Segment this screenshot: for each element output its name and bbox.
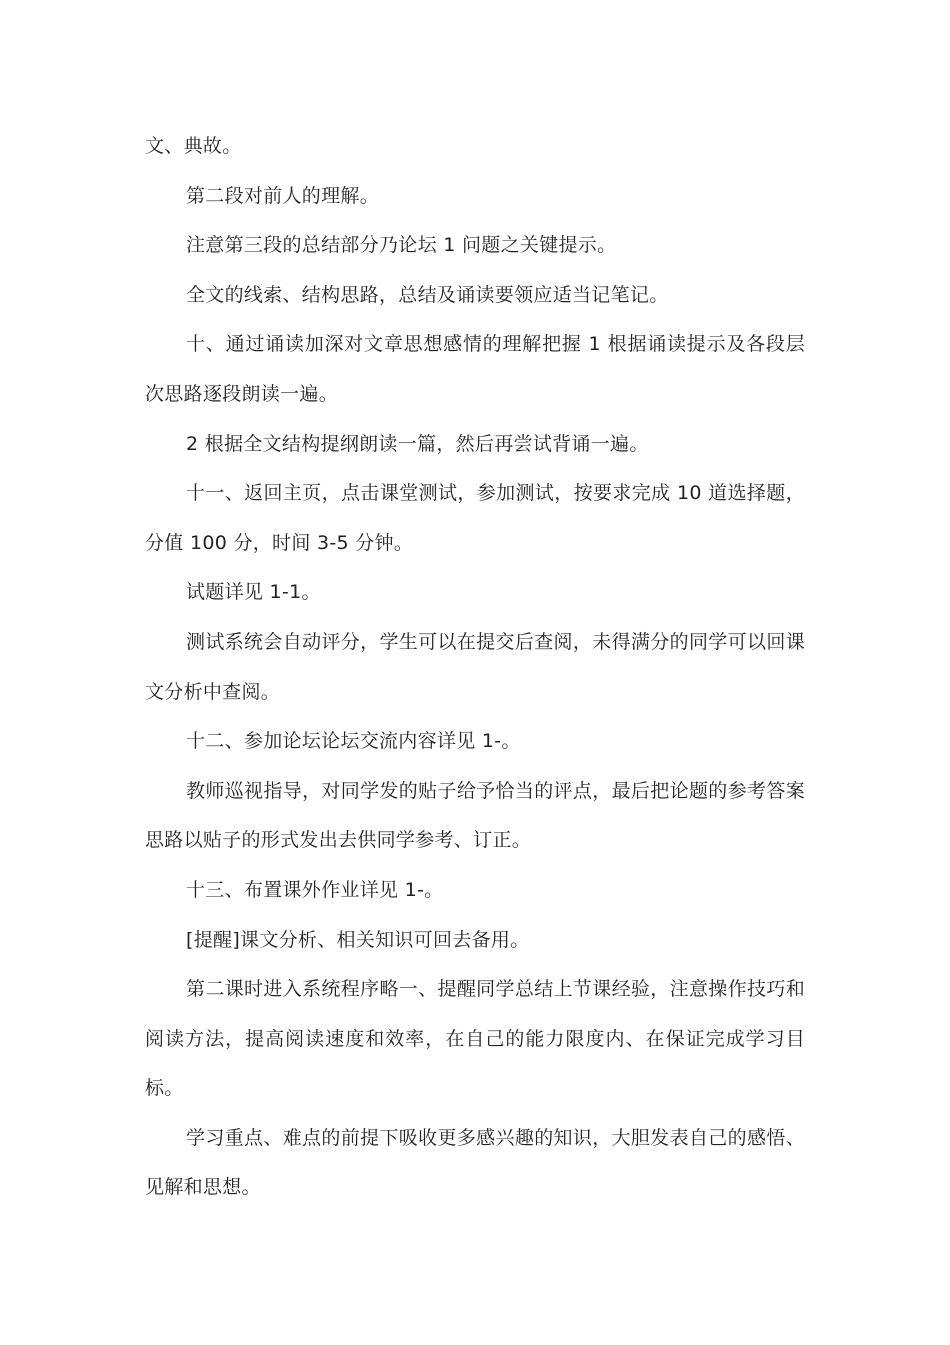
paragraph: 测试系统会自动评分，学生可以在提交后查阅，未得满分的同学可以回课文分析中查阅。 xyxy=(145,630,805,703)
paragraph: 教师巡视指导，对同学发的贴子给予恰当的评点，最后把论题的参考答案思路以贴子的形式发出去供同学参考、订正。 xyxy=(145,779,805,852)
paragraph: 全文的线索、结构思路，总结及诵读要领应适当记笔记。 xyxy=(186,283,669,306)
paragraph: 十一、返回主页，点击课堂测试，参加测试，按要求完成 10 道选择题，分值 100 分，时间 3-5 分钟。 xyxy=(145,482,805,554)
paragraph: 十二、参加论坛论坛交流内容详见 1-。 xyxy=(186,730,521,753)
paragraph: 文、典故。 xyxy=(145,135,242,157)
paragraph: 十三、布置课外作业详见 1-。 xyxy=(186,878,444,901)
paragraph: 试题详见 1-1。 xyxy=(186,581,321,604)
paragraph: 十、通过诵读加深对文章思想感情的理解把握 1 根据诵读提示及各段层次思路逐段朗读一遍。 xyxy=(145,333,805,405)
paragraph: 第二课时进入系统程序略一、提醒同学总结上节课经验，注意操作技巧和阅读方法，提高阅读速度和效率，在自己的能力限度内、在保证完成学习目标。 xyxy=(145,978,805,1100)
paragraph: 学习重点、难点的前提下吸收更多感兴趣的知识，大胆发表自己的感悟、见解和思想。 xyxy=(145,1126,805,1199)
paragraph: 2 根据全文结构提纲朗读一篇，然后再尝试背诵一遍。 xyxy=(186,432,649,455)
document-body xyxy=(145,122,805,1213)
paragraph: 注意第三段的总结部分乃论坛 1 问题之关键提示。 xyxy=(186,234,617,257)
paragraph: [提醒]课文分析、相关知识可回去备用。 xyxy=(186,928,530,951)
paragraph: 第二段对前人的理解。 xyxy=(186,184,380,207)
